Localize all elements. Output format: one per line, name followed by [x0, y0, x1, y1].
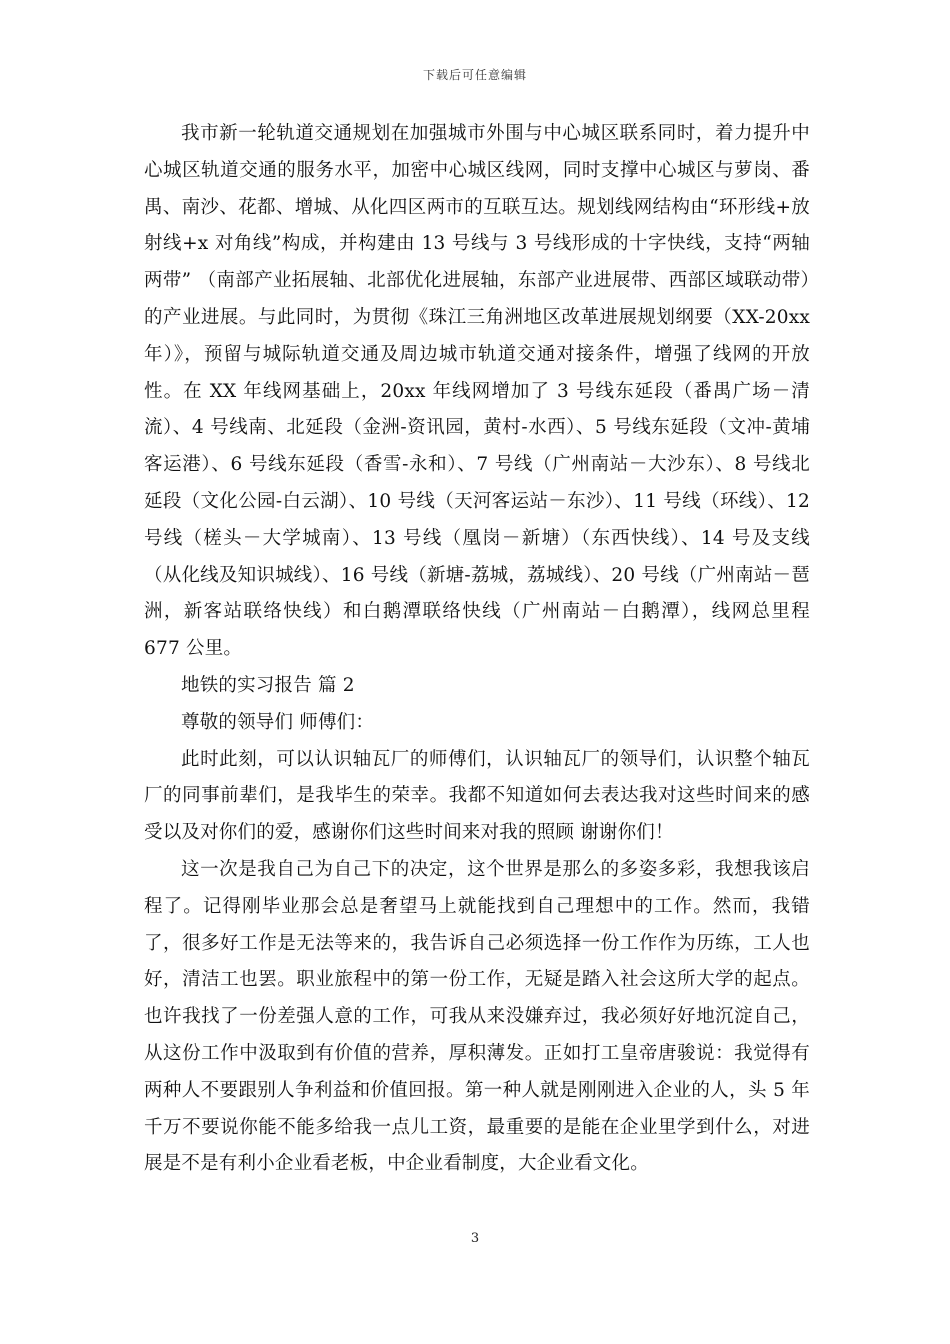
body-paragraph-1: 我市新一轮轨道交通规划在加强城市外围与中心城区联系同时，着力提升中心城区轨道交通的服务水平，加密中心城区线网，同时支撑中心城区与萝岗、番禺、南沙、花都、增城、从化四区两市的互联互达。规划线网结构由“环形线+放射线+x 对角线”构成，并构建由 13 号线与 3 号线形成的十字快线，支持“两轴两带” （南部产业拓展轴、北部优化进展轴，东部产业进展带、西部区域联动带）的产业进展。与此同时，为贯彻《珠江三角洲地区改革进展规划纲要（XX-20xx 年）》，预留与城际轨道交通及周边城市轨道交通对接条件，增强了线网的开放性。在 XX 年线网基础上，20xx 年线网增加了 3 号线东延段（番禺广场－清流）、4 号线南、北延段（金洲-资讯园，黄村-水西）、5 号线东延段（文冲-黄埔客运港）、6 号线东延段（香雪-永和）、7 号线（广州南站－大沙东）、8 号线北延段（文化公园-白云湖）、10 号线（天河客运站－东沙）、11 号线（环线）、12 号线（槎头－大学城南）、13 号线（凰岗－新塘）（东西快线）、14 号及支线（从化线及知识城线）、16 号线（新塘-荔城，荔城线）、20 号线（广州南站－琶洲，新客站联络快线）和白鹅潭联络快线（广州南站－白鹅潭），线网总里程 677 公里。 — [144, 123, 810, 660]
body-paragraph-2: 此时此刻，可以认识轴瓦厂的师傅们，认识轴瓦厂的领导们，认识整个轴瓦厂的同事前辈们，是我毕生的荣幸。我都不知道如何去表达我对这些时间来的感受以及对你们的爱，感谢你们这些时间来对我的照顾 谢谢你们！ — [144, 748, 810, 844]
page-header: 下载后可任意编辑 — [422, 68, 527, 82]
salutation: 尊敬的领导们 师傅们： — [181, 711, 375, 733]
section-title: 地铁的实习报告 篇 2 — [181, 674, 355, 696]
body-paragraph-3: 这一次是我自己为自己下的决定，这个世界是那么的多姿多彩，我想我该启程了。记得刚毕业那会总是奢望马上就能找到自己理想中的工作。然而，我错了，很多好工作是无法等来的，我告诉自己必须选择一份工作作为历练，工人也好，清洁工也罢。职业旅程中的第一份工作，无疑是踏入社会这所大学的起点。也许我找了一份差强人意的工作，可我从来没嫌弃过，我必须好好地沉淀自己，从这份工作中汲取到有价值的营养，厚积薄发。正如打工皇帝唐骏说：我觉得有两种人不要跟别人争利益和价值回报。第一种人就是刚刚进入企业的人，头 5 年千万不要说你能不能多给我一点儿工资，最重要的是能在企业里学到什么，对进展是不是有利小企业看老板，中企业看制度，大企业看文化。 — [144, 858, 810, 1175]
page-number: 3 — [470, 1231, 480, 1246]
document-body — [144, 116, 810, 1183]
